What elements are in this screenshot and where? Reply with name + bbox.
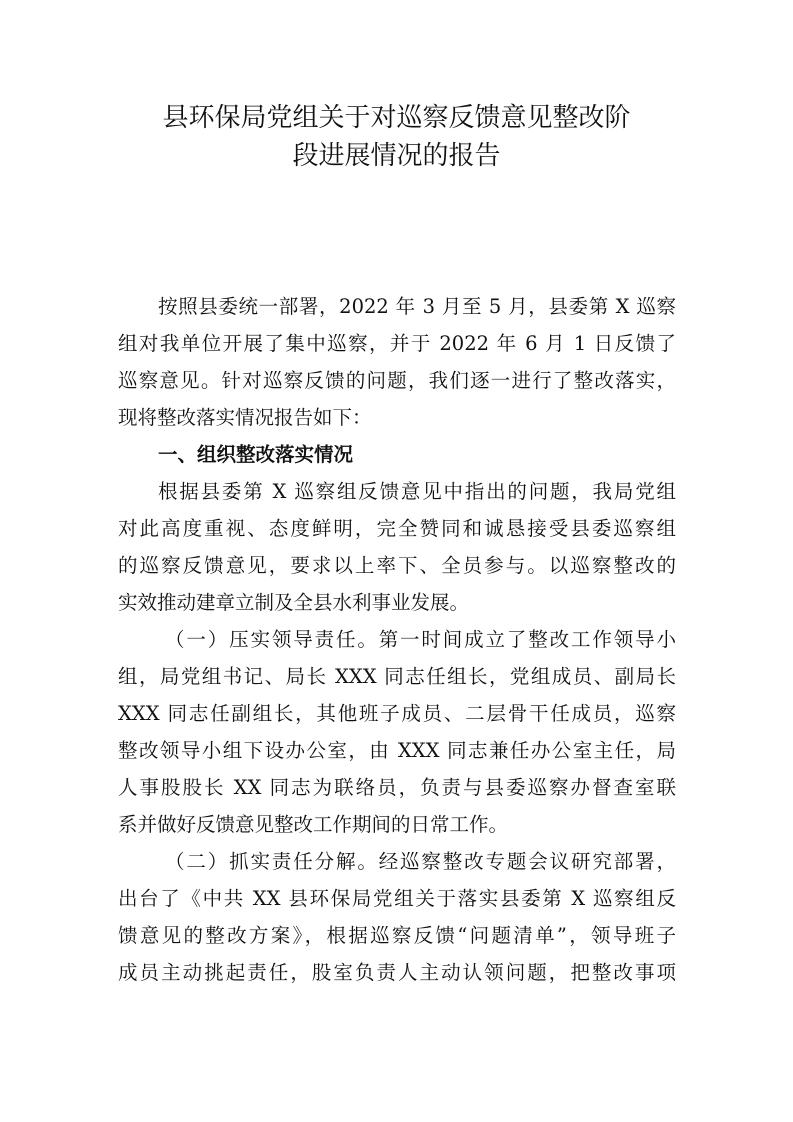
paragraph-line: 整改领导小组下设办公室，由 XXX 同志兼任办公室主任，局 [118, 739, 676, 762]
paragraph-line: 馈意见的整改方案》，根据巡察反馈“问题清单”，领导班子 [118, 924, 676, 947]
paragraph-line: （二）抓实责任分解。经巡察整改专题会议研究部署， [165, 850, 676, 873]
paragraph-line: 组，局党组书记、局长 XXX 同志任组长，党组成员、副局长 [118, 665, 676, 688]
paragraph-line: 实效推动建章立制及全县水利事业发展。 [118, 591, 470, 614]
paragraph-line: 出台了《中共 XX 县环保局党组关于落实县委第 X 巡察组反 [118, 887, 676, 910]
paragraph-line: 系并做好反馈意见整改工作期间的日常工作。 [118, 813, 509, 836]
paragraph-line: （一）压实领导责任。第一时间成立了整改工作领导小 [165, 628, 676, 651]
paragraph-line: 按照县委统一部署，2022 年 3 月至 5 月，县委第 X 巡察 [158, 295, 676, 318]
paragraph-line: 组对我单位开展了集中巡察，并于 2022 年 6 月 1 日反馈了 [118, 332, 676, 355]
document-body [118, 288, 676, 991]
paragraph-line: 人事股股长 XX 同志为联络员，负责与县委巡察办督查室联 [118, 776, 676, 799]
paragraph-line: 根据县委第 X 巡察组反馈意见中指出的问题，我局党组 [158, 480, 676, 503]
document-title-line-2: 段进展情况的报告 [292, 141, 501, 171]
paragraph-line: 对此高度重视、态度鲜明，完全赞同和诚恳接受县委巡察组 [118, 517, 676, 540]
section-heading: 一、组织整改落实情况 [158, 443, 354, 466]
paragraph-line: 现将整改落实情况报告如下： [118, 406, 372, 429]
paragraph-line: 的巡察反馈意见，要求以上率下、全员参与。以巡察整改的 [118, 554, 676, 577]
paragraph-line: 成员主动挑起责任，股室负责人主动认领问题，把整改事项 [118, 961, 676, 984]
paragraph-line: 巡察意见。针对巡察反馈的问题，我们逐一进行了整改落实， [118, 369, 676, 392]
paragraph-line: XXX 同志任副组长，其他班子成员、二层骨干任成员，巡察 [118, 702, 676, 725]
document-title-line-1: 县环保局党组关于对巡察反馈意见整改阶 [162, 103, 631, 133]
